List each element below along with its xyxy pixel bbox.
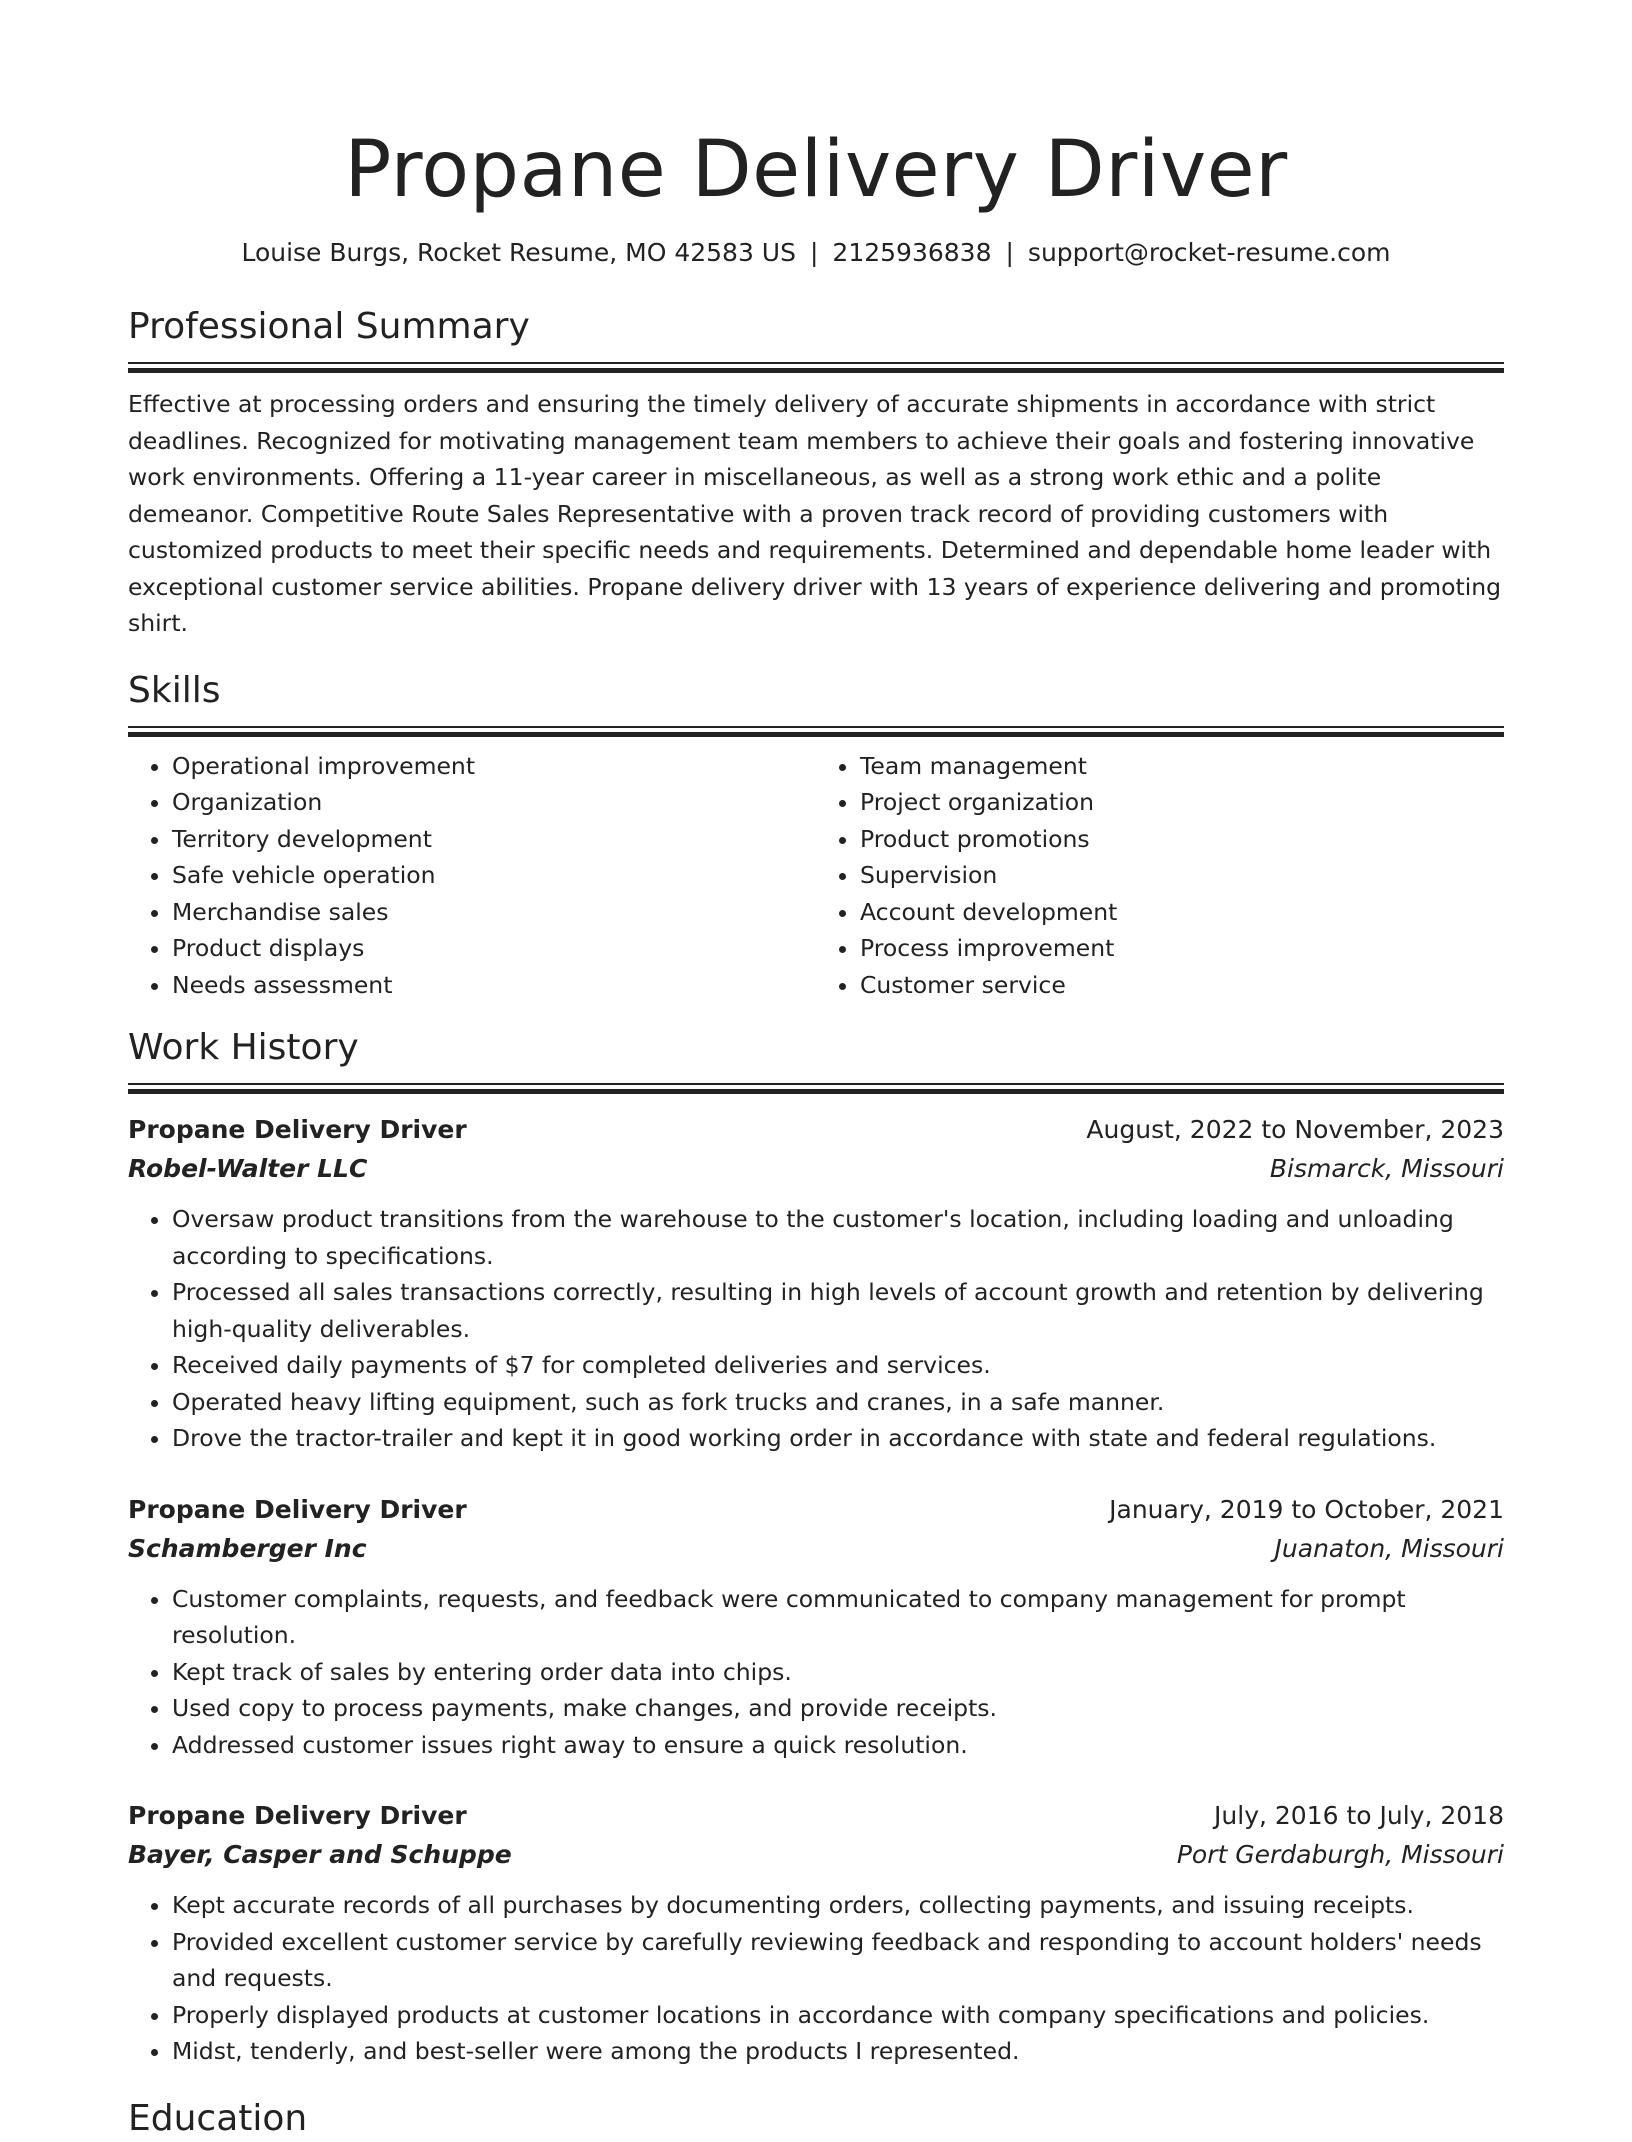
job-bullet: • Drove the tractor-trailer and kept it in good working order in accordance with state and federal regulations.: [172, 1420, 1504, 1457]
job-dates: January, 2019 to October, 2021: [1109, 1494, 1504, 1524]
job-entry: [128, 1111, 1504, 1457]
skill-item: • Customer service: [860, 967, 1504, 1004]
contact-line: [128, 236, 1504, 270]
section-divider: [128, 362, 1504, 372]
skill-item: • Project organization: [860, 784, 1504, 821]
summary-text: Effective at processing orders and ensuring the timely delivery of accurate shipments in accordance with strict deadlines. Recognized for motivating management team members to achieve their goals and fostering innovative work environments. Offering a 11-year career in miscellaneous, as well as a strong work ethic and a polite demeanor. Competitive Route Sales Representative with a proven track record of providing customers with customized products to meet their specific needs and requirements. Determined and dependable home leader with exceptional customer service abilities. Propane delivery driver with 13 years of experience delivering and promoting shirt.: [128, 390, 1502, 637]
job-company: Schamberger Inc: [128, 1533, 367, 1563]
job-bullet: • Kept track of sales by entering order data into chips.: [172, 1654, 1504, 1691]
education-heading: Education: [128, 2097, 308, 2139]
job-title: Propane Delivery Driver: [128, 1801, 467, 1830]
skills-column-right: [816, 748, 1504, 1004]
job-company: Robel-Walter LLC: [128, 1154, 368, 1183]
job-bullet: • Addressed customer issues right away to ensure a quick resolution.: [172, 1727, 1504, 1764]
skill-item: • Operational improvement: [172, 748, 816, 785]
section-divider: [128, 1083, 1504, 1093]
skill-item: • Product promotions: [860, 821, 1504, 858]
job-header: [128, 1111, 1504, 1149]
job-bullet: • Properly displayed products at customer locations in accordance with company specifications and policies.: [172, 1997, 1504, 2034]
job-bullet: • Kept accurate records of all purchases by documenting orders, collecting payments, and issuing receipts.: [172, 1887, 1504, 1924]
resume-page: [128, 0, 1504, 2142]
job-bullet: • Provided excellent customer service by carefully reviewing feedback and responding to account holders' needs and requests.: [172, 1924, 1504, 1997]
job-subheader: [128, 1835, 1504, 1875]
contact-separator: |: [1005, 238, 1014, 267]
skills-grid: [128, 748, 1504, 1004]
job-location: Bismarck, Missouri: [1269, 1154, 1504, 1183]
job-header: [128, 1491, 1504, 1529]
job-entry: [128, 1491, 1504, 1764]
skill-item: • Needs assessment: [172, 967, 816, 1004]
job-title: Propane Delivery Driver: [128, 1494, 467, 1524]
job-location: Port Gerdaburgh, Missouri: [1176, 1840, 1504, 1869]
job-location: Juanaton, Missouri: [1274, 1533, 1504, 1563]
job-entry: [128, 1797, 1504, 2070]
job-bullets: [128, 1201, 1504, 1457]
contact-email: support@rocket-resume.com: [1027, 238, 1391, 267]
skills-heading: Skills: [128, 669, 221, 711]
work-history-heading: Work History: [128, 1027, 359, 1068]
summary-heading: Professional Summary: [128, 306, 530, 347]
job-bullet: • Operated heavy lifting equipment, such as fork trucks and cranes, in a safe manner.: [172, 1384, 1504, 1421]
skill-item: • Safe vehicle operation: [172, 857, 816, 894]
contact-separator: |: [809, 238, 819, 267]
skill-item: • Account development: [860, 894, 1504, 931]
skill-item: • Process improvement: [860, 930, 1504, 967]
job-bullet: • Customer complaints, requests, and feedback were communicated to company management for prompt resolution.: [172, 1581, 1504, 1654]
contact-phone: 2125936838: [832, 238, 992, 267]
job-header: [128, 1797, 1504, 1835]
job-bullets: [128, 1887, 1504, 2070]
job-company: Bayer, Casper and Schuppe: [128, 1840, 512, 1869]
job-bullet: • Midst, tenderly, and best-seller were among the products I represented.: [172, 2033, 1504, 2070]
job-bullet: • Oversaw product transitions from the warehouse to the customer's location, including loading and unloading according to specifications.: [172, 1201, 1504, 1274]
job-subheader: [128, 1529, 1504, 1569]
skills-column-left: [128, 748, 816, 1004]
skill-item: • Merchandise sales: [172, 894, 816, 931]
skill-item: • Organization: [172, 784, 816, 821]
job-dates: August, 2022 to November, 2023: [1086, 1115, 1504, 1144]
skill-item: • Team management: [860, 748, 1504, 785]
skill-item: • Supervision: [860, 857, 1504, 894]
job-bullets: [128, 1581, 1504, 1764]
job-title: Propane Delivery Driver: [128, 1115, 467, 1144]
job-dates: July, 2016 to July, 2018: [1214, 1801, 1504, 1830]
section-divider: [128, 726, 1504, 736]
job-bullet: • Used copy to process payments, make changes, and provide receipts.: [172, 1690, 1504, 1727]
job-bullet: • Processed all sales transactions correctly, resulting in high levels of account growth and retention by delivering high-quality deliverables.: [172, 1274, 1504, 1347]
skill-item: • Product displays: [172, 930, 816, 967]
contact-address: Louise Burgs, Rocket Resume, MO 42583 US: [241, 238, 796, 267]
skill-item: • Territory development: [172, 821, 816, 858]
job-subheader: [128, 1149, 1504, 1189]
resume-title: Propane Delivery Driver: [344, 125, 1288, 215]
job-bullet: • Received daily payments of $7 for completed deliveries and services.: [172, 1347, 1504, 1384]
